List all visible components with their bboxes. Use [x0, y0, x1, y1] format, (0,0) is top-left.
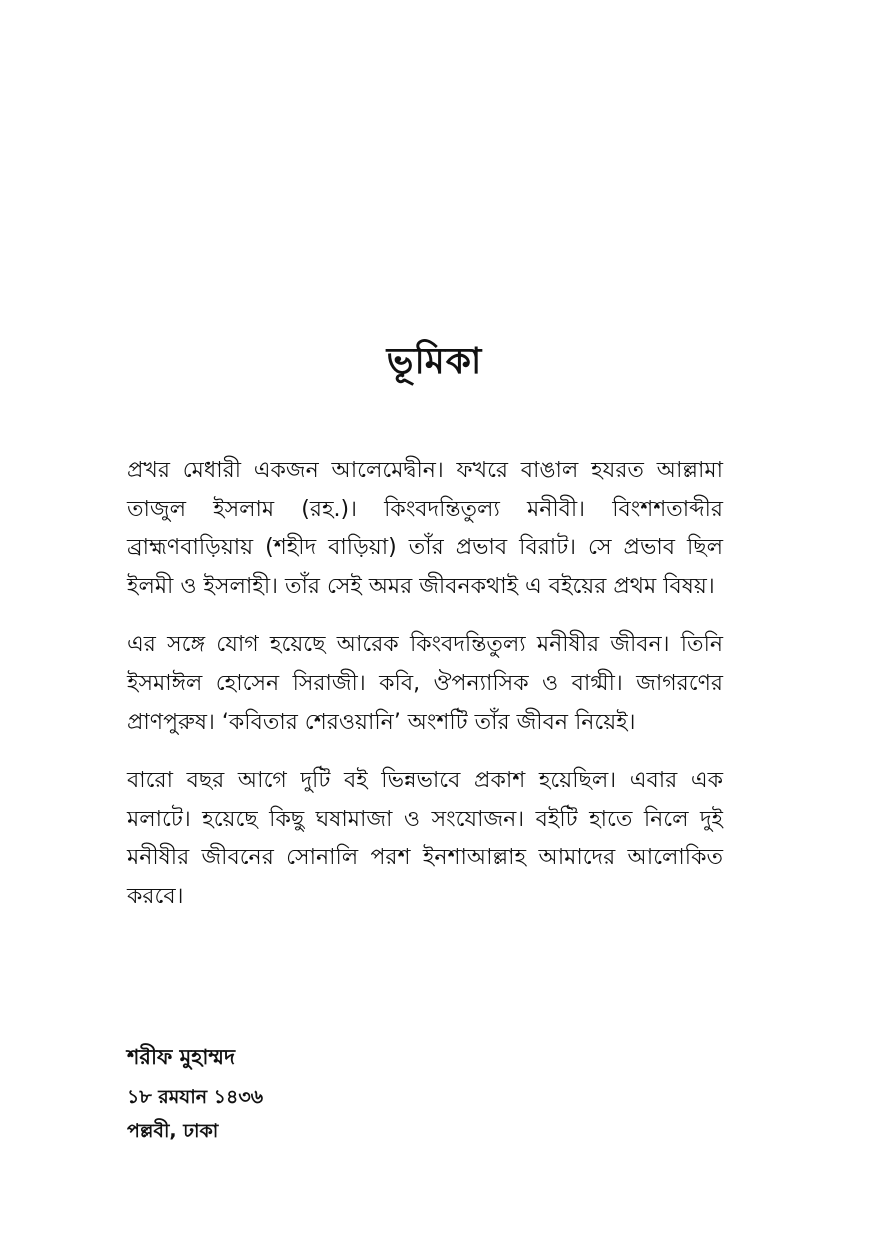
signature-place: পল্লবী, ঢাকা [127, 1120, 219, 1142]
paragraph-3: বারো বছর আগে দুটি বই ভিন্নভাবে প্রকাশ হয়েছিল। এবার এক মলাটে। হয়েছে কিছু ঘষামাজা ও সংযোজন। বইটি হাতে নিলে দুই মনীষীর জীবনের সোনালি পরশ ইনশাআল্লাহ আমাদের আলোকিত করবে। [127, 768, 723, 909]
signature-date: ১৮ রমযান ১৪৩৬ [127, 1086, 264, 1108]
signature-block [127, 1040, 627, 1148]
page-heading: ভূমিকা [386, 341, 483, 382]
preface-body [127, 452, 723, 937]
author-name: শরীফ মুহাম্মদ [127, 1045, 236, 1069]
paragraph-2: এর সঙ্গে যোগ হয়েছে আরেক কিংবদন্তিতুল্য মনীষীর জীবন। তিনি ইসমাঈল হোসেন সিরাজী। কবি, ঔপন্যাসিক ও বাগ্মী। জাগরণের প্রাণপুরুষ। ‘কবিতার শেরওয়ানি’ অংশটি তাঁর জীবন নিয়েই। [127, 632, 723, 735]
paragraph-1: প্রখর মেধারী একজন আলেমেদ্বীন। ফখরে বাঙাল হযরত আল্লামা তাজুল ইসলাম (রহ.)। কিংবদন্তিতুল্য মনীবী। বিংশশতাব্দীর ব্রাহ্মণবাড়িয়ায় (শহীদ বাড়িয়া) তাঁর প্রভাব বিরাট। সে প্রভাব ছিল ইলমী ও ইসলাহী। তাঁর সেই অমর জীবনকথাই এ বইয়ের প্রথম বিষয়। [127, 458, 723, 599]
